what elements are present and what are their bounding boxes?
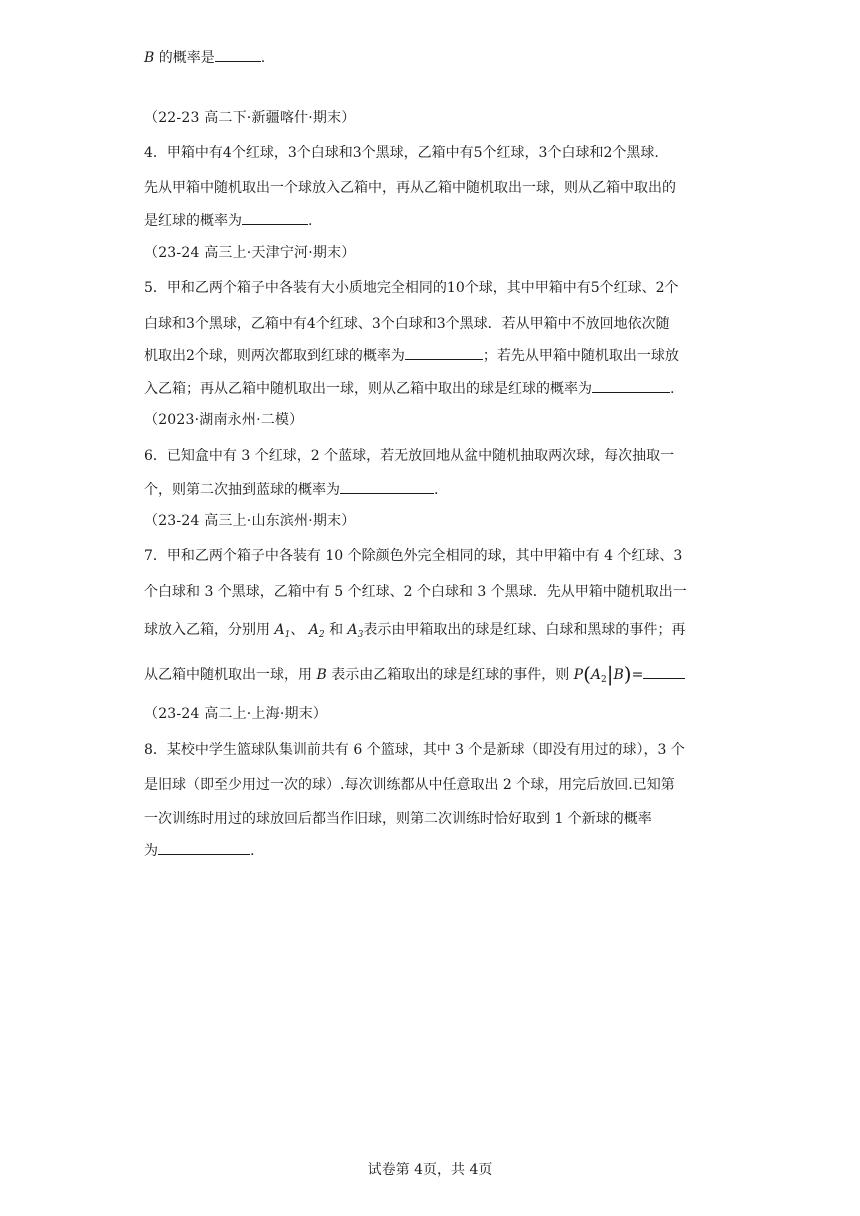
- q4-answer-blank[interactable]: [242, 210, 308, 225]
- q8-end: .: [250, 843, 255, 859]
- q7-answer-blank[interactable]: [643, 664, 685, 679]
- q4-line3: [144, 210, 312, 231]
- q7-a2: $A_2$: [308, 622, 325, 640]
- q5-line2: 白球和3个黑球，乙箱中有4个红球、3个白球和3个黑球．若从甲箱中不放回地依次随: [144, 316, 670, 332]
- q5-answer-blank-2[interactable]: [592, 378, 670, 393]
- q7-line4a: 从乙箱中随机取出一球，用: [144, 667, 312, 683]
- q5-line4: [144, 378, 674, 399]
- q6-line1: 6．已知盒中有 3 个红球，2 个蓝球，若无放回地从盆中随机抽取两次球，每次抽取一: [144, 448, 675, 464]
- q7-line3b: 表示由甲箱取出的球是红球、白球和黑球的事件；再: [363, 622, 686, 638]
- q8-line4: [144, 840, 254, 861]
- q7-and: 和: [329, 622, 344, 638]
- q8-answer-blank[interactable]: [158, 840, 250, 855]
- q4-line1: 4．甲箱中有4个红球，3个白球和3个黑球，乙箱中有5个红球，3个白球和2个黑球.: [144, 145, 659, 161]
- q6-line2-text: 个，则第二次抽到蓝球的概率为: [144, 482, 340, 498]
- q6-answer-blank[interactable]: [340, 479, 434, 494]
- q7-source: （23-24 高三上·山东滨州·期末）: [144, 513, 356, 529]
- q6-end: .: [434, 482, 439, 498]
- q5-answer-blank-1[interactable]: [405, 345, 483, 360]
- q7-probability-expr: $P(A_2|B)=$: [573, 662, 644, 686]
- q4-end: .: [308, 213, 313, 229]
- q4-line3-text: 是红球的概率为: [144, 213, 242, 229]
- q8-line2: 是旧球（即至少用过一次的球）.每次训练都从中任意取出 2 个球，用完后放回.已知第: [144, 777, 675, 793]
- q8-line4-text: 为: [144, 843, 158, 859]
- q5-line4-text: 入乙箱；再从乙箱中随机取出一球，则从乙箱中取出的球是红球的概率为: [144, 381, 592, 397]
- q5-end: .: [670, 381, 675, 397]
- q5-line3a: 机取出2个球，则两次都取到红球的概率为: [144, 348, 405, 364]
- q4-source: （22-23 高二下·新疆喀什·期末）: [144, 110, 356, 126]
- q3-var-b: B: [144, 50, 155, 66]
- q3-answer-blank[interactable]: [215, 47, 261, 62]
- q5-line1: 5．甲和乙两个箱子中各装有大小质地完全相同的10个球，其中甲箱中有5个红球、2个: [144, 280, 679, 296]
- q5-line3b: ；若先从甲箱中随机取出一球放: [482, 348, 679, 364]
- q8-source: （23-24 高二上·上海·期末）: [144, 706, 328, 722]
- q7-a3: $A_3$: [347, 622, 364, 640]
- q7-a1: $A_1$: [274, 622, 291, 640]
- q6-line2: [144, 479, 438, 500]
- q7-line2: 个白球和 3 个黑球，乙箱中有 5 个红球、2 个白球和 3 个黑球．先从甲箱中随机取出一: [144, 584, 687, 600]
- q7-sep1: 、: [290, 622, 305, 638]
- q5-source: （23-24 高三上·天津宁河·期末）: [144, 245, 356, 261]
- q3-end: .: [260, 50, 266, 66]
- q7-line3a: 球放入乙箱，分别用: [144, 622, 270, 638]
- q3-tail-text: 的概率是: [158, 50, 215, 66]
- q8-line3: 一次训练时用过的球放回后都当作旧球，则第二次训练时恰好取到 1 个新球的概率: [144, 811, 652, 827]
- q4-line2: 先从甲箱中随机取出一个球放入乙箱中，再从乙箱中随机取出一球，则从乙箱中取出的: [144, 180, 676, 196]
- q7-line3: [144, 620, 685, 645]
- q7-line1: 7．甲和乙两个箱子中各装有 10 个除颜色外完全相同的球，其中甲箱中有 4 个红球、3: [144, 548, 683, 564]
- q7-var-b: B: [316, 667, 327, 683]
- q7-line4: [144, 664, 685, 690]
- q3-tail-line: [144, 47, 265, 68]
- q7-line4b: 表示由乙箱取出的球是红球的事件，则: [331, 667, 570, 683]
- q8-line1: 8．某校中学生篮球队集训前共有 6 个篮球，其中 3 个是新球（即没有用过的球），3 个: [144, 742, 685, 758]
- page-footer: 试卷第 4页，共 4页: [367, 1162, 493, 1178]
- q5-line3: [144, 345, 679, 366]
- q6-source: （2023·湖南永州·二模）: [144, 412, 304, 428]
